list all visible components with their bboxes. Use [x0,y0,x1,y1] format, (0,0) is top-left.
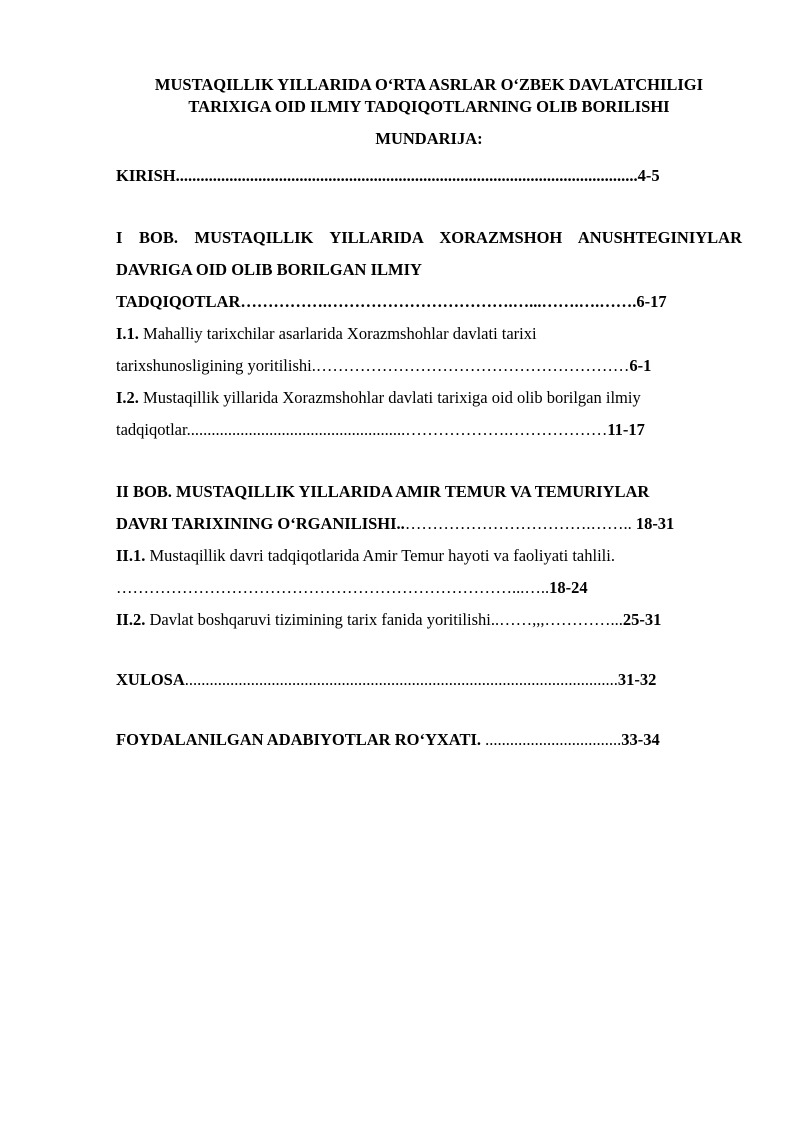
toc-entry-xulosa [116,664,742,696]
toc-section-number: I.1. [116,324,139,343]
toc-pages: 18-31 [635,514,675,533]
toc-pages: 31-32 [617,670,657,689]
toc-pages: 18-24 [549,578,588,597]
toc-section-line [116,350,742,382]
toc-leader: ................................................................................................................ [175,166,638,185]
toc-label: XULOSA [116,670,185,689]
toc-entry-chapter-1 [116,222,742,318]
toc-leader: ......................................................................................................... [184,670,618,689]
toc-entry-chapter-2 [116,476,742,540]
toc-pages: 25-31 [622,610,662,629]
toc-section-text: Mustaqillik davri tadqiqotlarida Amir Temur hayoti va faoliyati tahlili. [149,546,615,565]
toc-leader: ................................. [485,730,622,749]
toc-chapter-text: II BOB. MUSTAQILLIK YILLARIDA AMIR TEMUR VA TEMURIYLAR [116,482,650,501]
toc-section-text: Mahalliy tarixchilar asarlarida Xorazmshohlar davlati tarixi [143,324,537,343]
toc-chapter-line [116,286,742,318]
toc-entry-section-2-1 [116,540,742,604]
toc-heading: MUNDARIJA: [375,129,483,148]
toc-pages: 4-5 [637,166,660,185]
toc-section-text: Mustaqillik yillarida Xorazmshohlar davlati tarixiga oid olib borilgan ilmiy [143,388,641,407]
toc-entry-kirish [116,160,742,192]
toc-section-number: I.2. [116,388,139,407]
toc-label: TADQIQOTLAR [116,292,241,311]
document-title: MUSTAQILLIK YILLARIDA O‘RTA ASRLAR O‘ZBEK DAVLATCHILIGI TARIXIGA OID ILMIY TADQIQOTLARNING OLIB BORILISHI [154,75,704,116]
toc-entry-section-2-2 [116,604,742,636]
toc-leader: ………………………………………………… [315,356,630,375]
toc-chapter-text: I BOB. MUSTAQILLIK YILLARIDA XORAZMSHOH ANUSHTEGINIYLAR DAVRIGA OID OLIB BORILGAN ILMIY [116,228,742,279]
toc-entry-section-1-1 [116,318,742,382]
toc-leader: .....................................................……………….……………… [186,420,608,439]
toc-leader: …………….…………………………….…...…….….…… [240,292,633,311]
toc-section-line [116,414,742,446]
toc-pages: 11-17 [607,420,645,439]
toc-section-line [116,572,742,604]
toc-leader: ..……,,,…………... [490,610,623,629]
toc-chapter-line [116,508,742,540]
toc-section-line [116,318,742,350]
toc-section-text: tarixshunosligining yoritilishi. [116,356,316,375]
toc-leader: …………………………….…….. [404,514,632,533]
toc-leader: ………………………………………………………………...….. [116,578,550,597]
document-page [116,74,742,756]
toc-pages: .6-17 [632,292,667,311]
toc-entry-bibliography [116,724,742,756]
toc-section-number: II.1. [116,546,146,565]
toc-section-line [116,540,742,572]
toc-section-number: II.2. [116,610,146,629]
toc-label: KIRISH [116,166,176,185]
toc-section-text: tadqiqotlar [116,420,187,439]
toc-label: DAVRI TARIXINING O‘RGANILISHI.. [116,514,405,533]
toc-label: FOYDALANILGAN ADABIYOTLAR RO‘YXATI. [116,730,486,749]
toc-pages: 33-34 [621,730,660,749]
toc-section-text: Davlat boshqaruvi tizimining tarix fanida yoritilishi [149,610,491,629]
toc-entry-section-1-2 [116,382,742,446]
toc-section-line [116,382,742,414]
toc-pages: 6-1 [629,356,652,375]
